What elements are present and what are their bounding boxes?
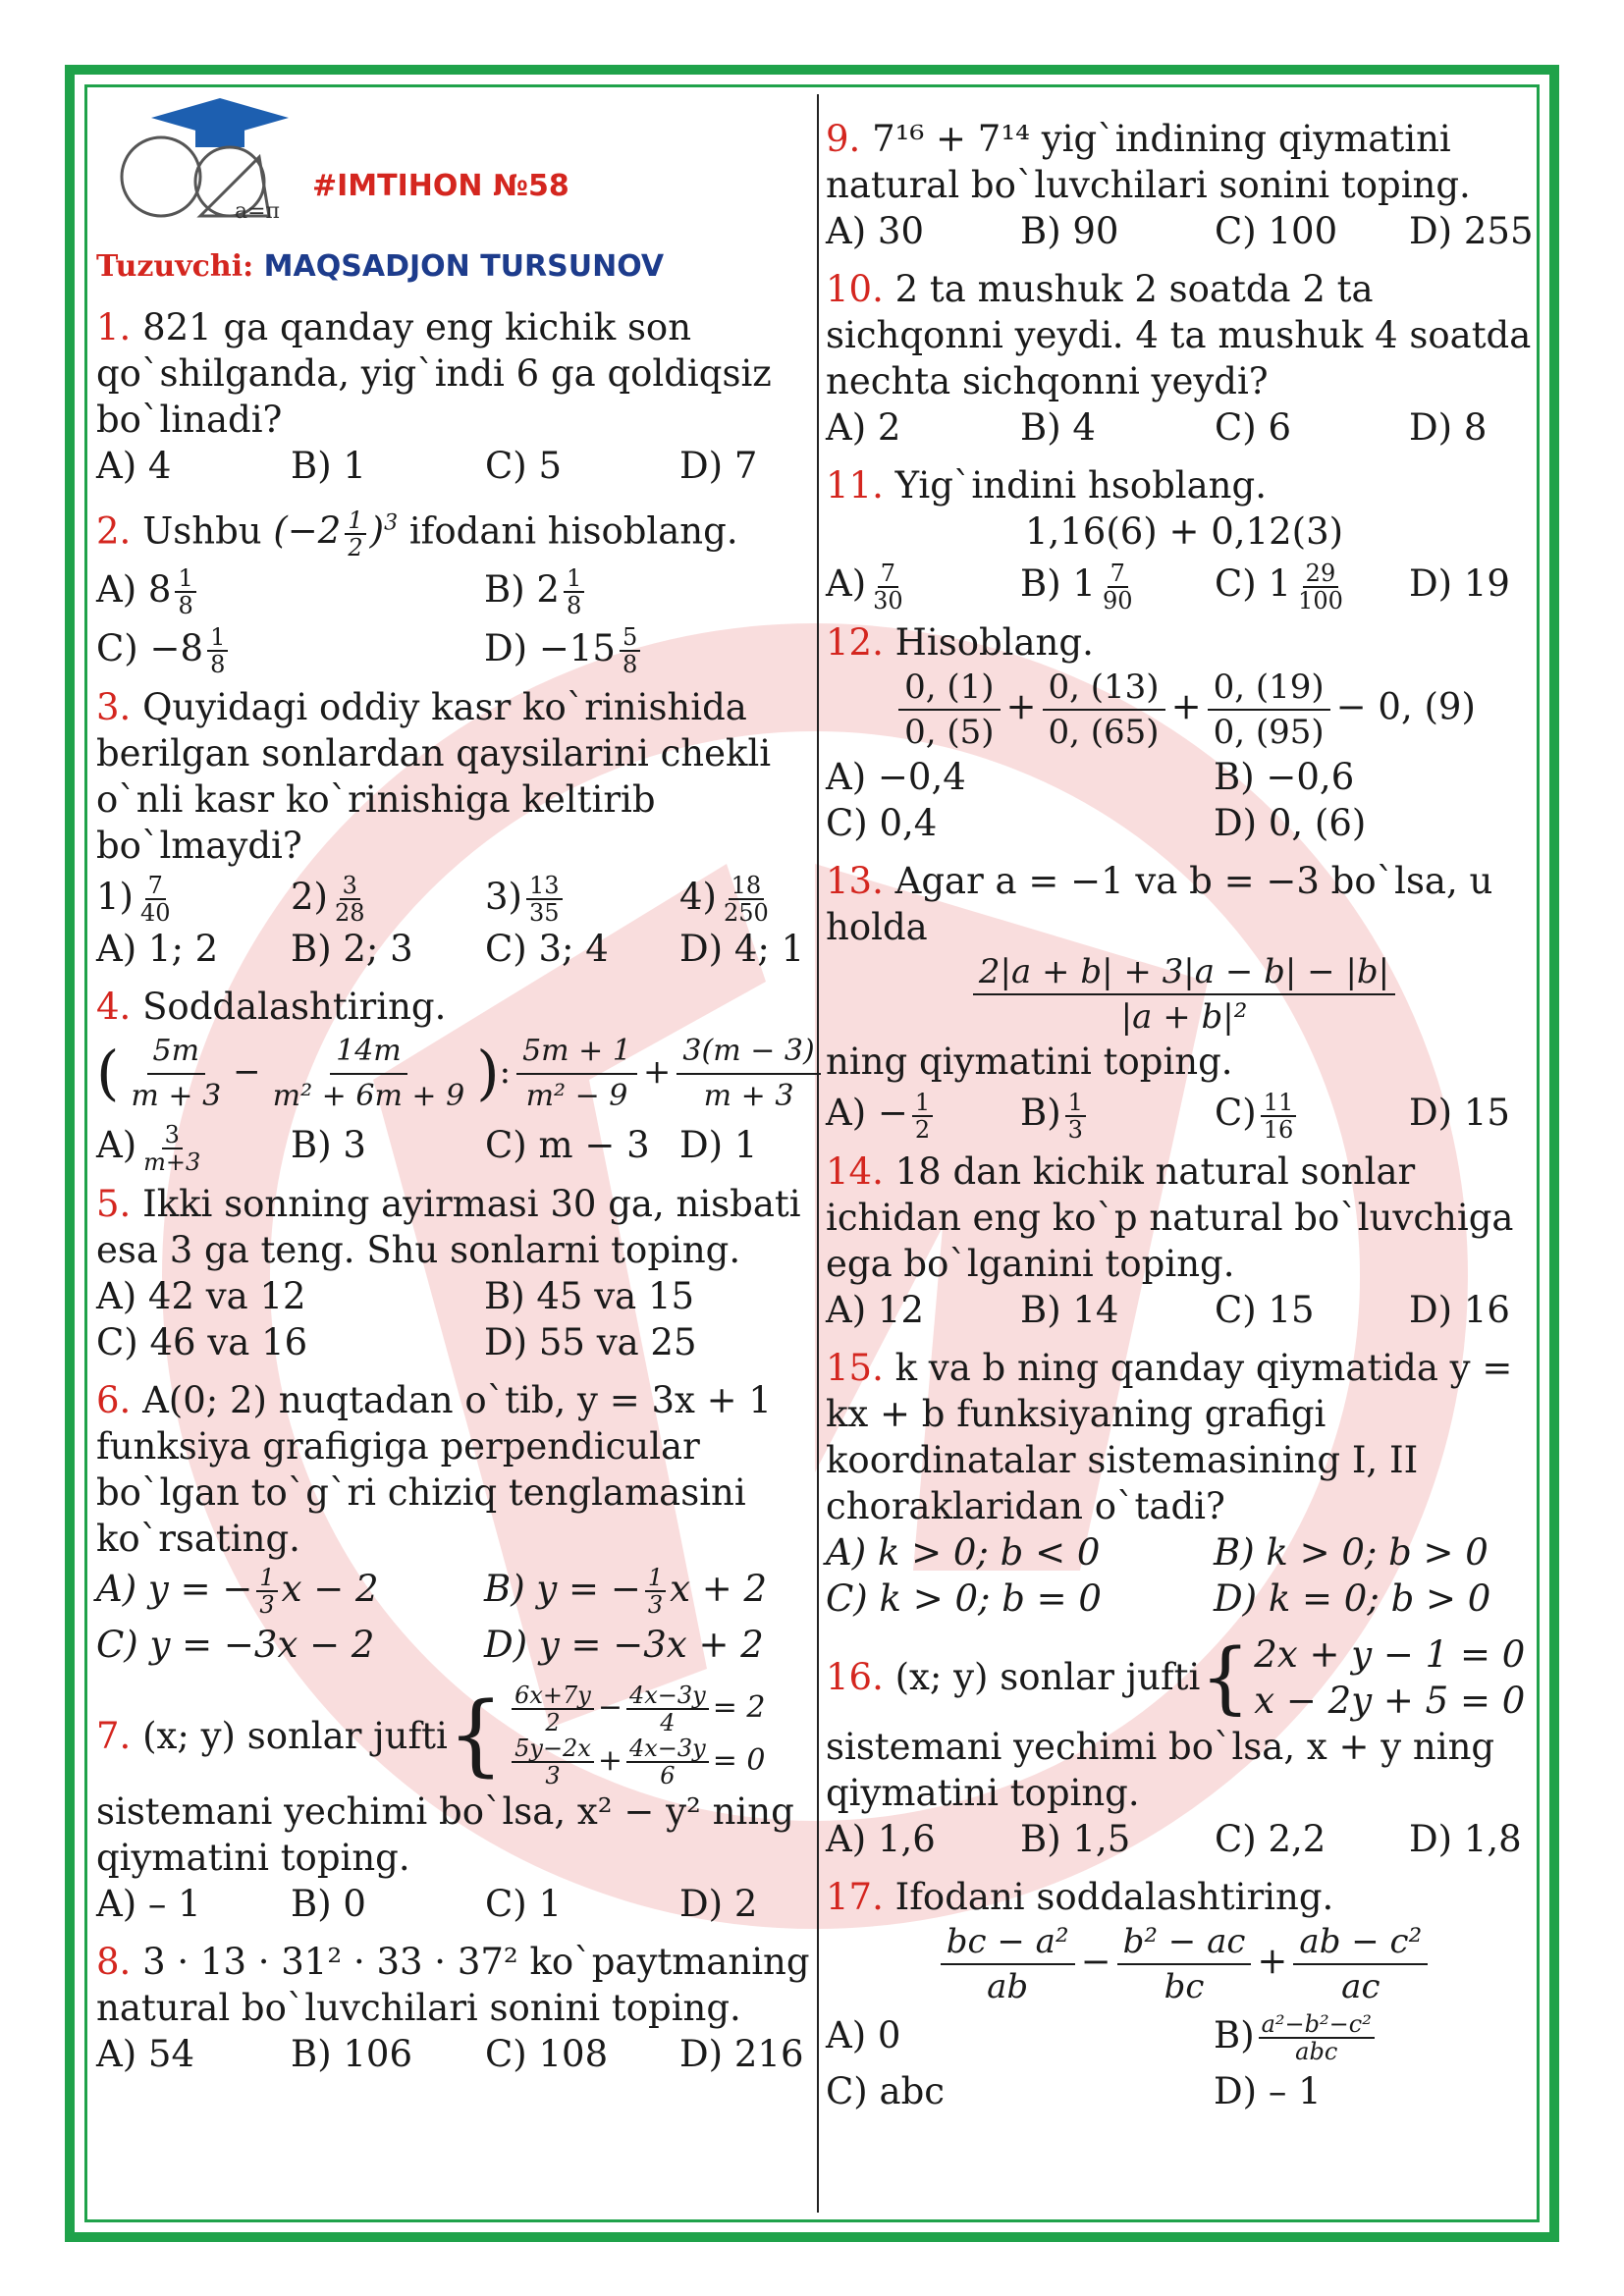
question-number: 1. (96, 306, 132, 348)
question-text: 3 · 13 · 31² · 33 · 37² ko`paytmaning natural bo`luvchilari sonini toping. (96, 1941, 810, 2030)
item-3: 3) $\frac{13}{35}$ (485, 869, 679, 927)
option-b: B) −0,6 (1214, 756, 1355, 798)
option-d: D) −15 $\frac{5}{8}$ (484, 619, 818, 678)
question-6 (96, 1377, 818, 1674)
question-text: ifodani hisoblang. (408, 509, 738, 553)
option-b: B) 1 $\frac{7}{90}$ (1020, 559, 1133, 614)
option-a: A) $\frac{7}{30}$ (826, 559, 903, 614)
option-d: D) 8 (1409, 406, 1488, 449)
question-7 (96, 1682, 818, 1927)
expression: $\frac{0, (1)}{0, (5)}$ + $\frac{0, (13)}{0, (65)}$ + $\frac{0, (19)}{0, (95)}$ − 0, (9) (826, 666, 1543, 754)
option-b: B) 0 (291, 1883, 366, 1926)
question-number: 10. (826, 268, 884, 310)
question-number: 2. (96, 509, 132, 553)
question-number: 4. (96, 986, 132, 1029)
question-text: 821 ga qanday eng kichik son qo`shilganda, yig`indi 6 ga qoldiqsiz bo`linadi? (96, 306, 772, 441)
option-a: A) 2 (826, 406, 901, 449)
question-text: k va b ning qanday qiymatida y = kx + b funksiyaning grafigi koordinatalar sistemasining I, II choraklaridan o`tadi? (826, 1346, 1513, 1527)
option-c: C) k > 0; b = 0 (826, 1576, 1102, 1620)
question-text: Hisoblang. (894, 621, 1094, 664)
option-d: D) 7 (679, 445, 758, 487)
question-5 (96, 1181, 818, 1365)
question-number: 11. (826, 464, 884, 507)
question-text: Yig`indini hsoblang. (894, 464, 1267, 507)
equation-system: { 2x + y − 1 = 0 x − 2y + 5 = 0 (1200, 1630, 1526, 1723)
question-15 (826, 1345, 1543, 1622)
author-name: MAQSADJON TURSUNOV (263, 249, 665, 284)
question-number: 6. (96, 1378, 132, 1421)
option-d: D) 1,8 (1409, 1817, 1522, 1860)
question-number: 17. (826, 1875, 884, 1918)
expression: (−2 $\frac{1}{2}$ )$^3$ (273, 506, 399, 561)
option-b: B) 2; 3 (291, 928, 413, 971)
option-b: B) 3 (291, 1124, 366, 1167)
option-a: A) – 1 (96, 1883, 201, 1926)
option-a: A) $\frac{3}{m+3}$ (96, 1120, 201, 1176)
question-text: sistemani yechimi bo`lsa, x² − y² ning qiymatini toping. (96, 1790, 794, 1880)
question-text: Ifodani soddalashtiring. (894, 1875, 1334, 1918)
question-number: 12. (826, 621, 884, 664)
option-d: D) 15 (1409, 1092, 1510, 1134)
expression: 1,16(6) + 0,12(3) (1024, 510, 1344, 553)
question-1 (96, 304, 818, 489)
option-d: D) 255 (1409, 210, 1534, 252)
question-9 (826, 116, 1543, 254)
question-8 (96, 1939, 818, 2077)
option-a: A) 1,6 (826, 1817, 936, 1860)
item-1: 1) $\frac{7}{40}$ (96, 872, 171, 928)
option-b: B) 2 $\frac{1}{8}$ (484, 561, 818, 619)
option-c: C) 3; 4 (485, 928, 609, 971)
option-b: B) k > 0; b > 0 (1214, 1530, 1489, 1574)
question-number: 13. (826, 860, 884, 902)
option-d: D) 16 (1409, 1288, 1510, 1331)
option-b: B) 45 va 15 (484, 1274, 695, 1317)
option-d: D) 55 va 25 (484, 1320, 697, 1363)
question-number: 14. (826, 1149, 884, 1193)
question-text: sistemani yechimi bo`lsa, x + y ning qiymatini toping. (826, 1725, 1495, 1814)
option-d: D) 1 (679, 1124, 758, 1167)
question-text: Soddalashtiring. (142, 986, 447, 1029)
right-column (826, 116, 1543, 2119)
author-label: Tuzuvchi: (96, 249, 254, 284)
question-text: 7¹⁶ + 7¹⁴ yig`indining qiymatini natural bo`luvchilari sonini toping. (826, 118, 1471, 206)
item-4: 4) $\frac{18}{250}$ (679, 872, 769, 928)
option-c: C) 2,2 (1215, 1817, 1326, 1860)
option-a: A) k > 0; b < 0 (826, 1530, 1101, 1574)
option-b: B) 106 (291, 2033, 413, 2076)
question-text: A(0; 2) nuqtadan o`tib, y = 3x + 1 funksiya grafigiga perpendicular bo`lgan to`g`ri chiziq tenglamasini ko`rsating. (96, 1378, 772, 1560)
question-number: 5. (96, 1182, 132, 1225)
option-a: A) 42 va 12 (96, 1274, 306, 1317)
svg-text:a=π: a=π (235, 199, 281, 224)
option-d: D) 0, (6) (1214, 802, 1367, 844)
option-d: D) – 1 (1214, 2070, 1322, 2112)
option-a: A) − $\frac{1}{2}$ (826, 1085, 1020, 1143)
question-number: 9. (826, 118, 861, 160)
option-a: A) y = − $\frac{1}{3}$ x − 2 (96, 1564, 379, 1620)
question-11 (826, 462, 1543, 614)
option-b: B) 14 (1020, 1288, 1119, 1331)
question-12 (826, 619, 1543, 846)
question-text: (x; y) sonlar jufti (894, 1656, 1201, 1698)
option-c: C) 6 (1215, 406, 1292, 449)
question-number: 8. (96, 1941, 132, 1984)
question-text: (x; y) sonlar jufti (142, 1714, 448, 1757)
question-2 (96, 501, 818, 678)
option-d: D) 2 (679, 1883, 758, 1926)
option-a: A) 0 (826, 2013, 901, 2056)
option-c: C) 108 (485, 2033, 609, 2076)
option-a: A) 54 (96, 2033, 194, 2076)
expression: $\frac{\text{bc − a²}}{ab}$ − $\frac{\text{b² − ac}}{bc}$ + $\frac{\text{ab − c²}}{ac}$ (826, 1920, 1543, 2008)
option-a: A) 8 $\frac{1}{8}$ (96, 561, 484, 619)
question-number: 7. (96, 1714, 132, 1757)
option-b: B) y = − $\frac{1}{3}$ x + 2 (484, 1564, 768, 1620)
question-text: 2 ta mushuk 2 soatda 2 ta sichqonni yeydi. 4 ta mushuk 4 soatda nechta sichqonni yeydi? (826, 268, 1532, 402)
option-c: C) $\frac{11}{16}$ (1215, 1085, 1409, 1143)
option-a: A) −0,4 (826, 756, 966, 798)
option-c: C) m − 3 (485, 1124, 650, 1167)
equation-system: { $\frac{6x+7y}{2}$ − $\frac{4x-3y}{4}$ = 2 $\frac{5y-2x}{3}$ + $\frac{4x-3y}{6}$ = 0 (447, 1682, 766, 1790)
option-c: C) y = −3x − 2 (96, 1624, 375, 1667)
question-text: Quyidagi oddiy kasr ko`rinishida berilgan sonlardan qaysilarini chekli o`nli kasr ko`rinishiga keltirib bo`lmaydi? (96, 685, 772, 867)
option-d: D) k = 0; b > 0 (1214, 1576, 1491, 1620)
exam-title: #IMTIHON №58 (312, 169, 569, 203)
option-b: B) 90 (1020, 210, 1119, 252)
option-a: A) 4 (96, 445, 172, 487)
option-c: C) 100 (1215, 210, 1338, 252)
option-c: C) 1 $\frac{29}{100}$ (1215, 559, 1343, 614)
option-b: B) $\frac{\text{a²−b²−c²}}{\text{abc}}$ (1214, 2008, 1543, 2065)
option-d: D) 216 (679, 2033, 804, 2076)
option-b: B) 1,5 (1020, 1817, 1131, 1860)
author-line (96, 249, 664, 284)
question-14 (826, 1148, 1543, 1333)
option-d: D) 19 (1409, 562, 1510, 605)
option-b: B) $\frac{1}{3}$ (1020, 1085, 1215, 1143)
question-10 (826, 266, 1543, 451)
question-16 (826, 1631, 1543, 1862)
question-13 (826, 858, 1543, 1143)
option-d: D) 4; 1 (679, 928, 805, 971)
option-c: C) abc (826, 2070, 945, 2112)
question-text: Agar a = −1 va b = −3 bo`lsa, u holda (826, 860, 1493, 948)
option-c: C) 0,4 (826, 802, 938, 844)
option-b: B) 4 (1020, 406, 1096, 449)
academy-logo (102, 98, 289, 226)
option-a: A) 12 (826, 1288, 924, 1331)
question-17 (826, 1874, 1543, 2120)
option-a: A) 30 (826, 210, 924, 252)
expression: ( $\frac{5m}{m + 3}$ − $\frac{14m}{\text{m² + 6m + 9}}$ ): $\frac{5m + 1}{\text{m² − 9}}$ + $\frac{3(m - 3)}{m + 3}$ (96, 1030, 818, 1118)
question-text: ning qiymatini toping. (826, 1041, 1233, 1083)
question-number: 16. (826, 1656, 884, 1698)
question-4 (96, 984, 818, 1175)
option-c: C) 1 (485, 1883, 563, 1926)
expression: $\frac{2|a + b| + 3|a - b| - |b|}{\text{|a + b|²}}$ (826, 950, 1543, 1039)
question-3 (96, 684, 818, 973)
question-number: 15. (826, 1346, 884, 1389)
option-c: C) 46 va 16 (96, 1320, 308, 1363)
item-2: 2) $\frac{3}{28}$ (291, 872, 365, 928)
option-c: C) −8 $\frac{1}{8}$ (96, 619, 484, 678)
option-d: D) y = −3x + 2 (484, 1624, 764, 1667)
question-text: Ushbu (142, 509, 262, 553)
option-a: A) 1; 2 (96, 928, 219, 971)
question-text: 18 dan kichik natural sonlar ichidan eng ko`p natural bo`luvchiga ega bo`lganini toping. (826, 1149, 1514, 1285)
option-c: C) 15 (1215, 1288, 1315, 1331)
option-c: C) 5 (485, 445, 563, 487)
question-text: Ikki sonning ayirmasi 30 ga, nisbati esa 3 ga teng. Shu sonlarni toping. (96, 1182, 801, 1271)
option-b: B) 1 (291, 445, 366, 487)
left-column (96, 304, 818, 2077)
question-number: 3. (96, 685, 132, 728)
